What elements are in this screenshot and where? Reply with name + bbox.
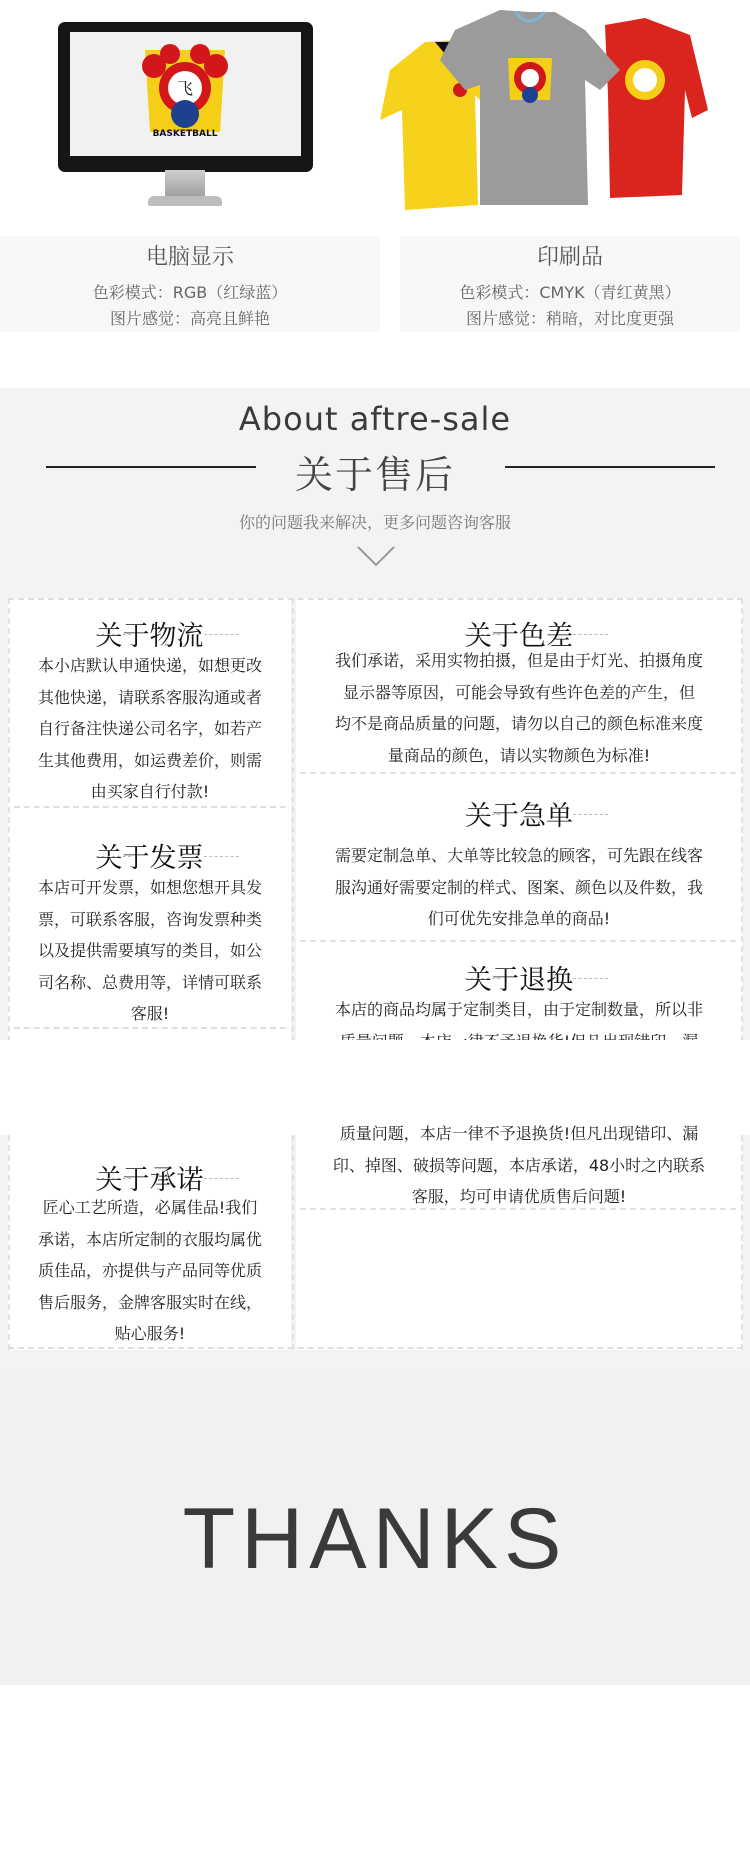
monitor-stand: [165, 170, 205, 198]
screen-color-mode: 色彩模式：RGB（红绿蓝）: [92, 283, 288, 302]
logistics-line: 其他快递，请联系客服沟通或者: [37, 687, 262, 707]
color-line: 量商品的颜色，请以实物颜色为标准!: [387, 745, 651, 765]
returns-body-bottom: [300, 1118, 738, 1213]
border-top: [8, 598, 743, 600]
color-line: 我们承诺，采用实物拍摄，但是由于灯光、拍摄角度: [334, 651, 703, 670]
screen-display-panel: [0, 236, 380, 332]
print-panel: [400, 236, 740, 332]
logistics-line: 本小店默认申通快递，如想更改: [37, 656, 262, 675]
color-line: 均不是商品质量的问题，请勿以自己的颜色标准来度: [334, 714, 703, 733]
promise-line: 售后服务，金牌客服实时在线，: [37, 1292, 262, 1312]
returns-line: 本店的商品均属于定制类目，由于定制数量，所以非: [334, 1000, 703, 1019]
promise-line: 质佳品，亦提供与产品同等优质: [37, 1261, 262, 1280]
about-subtitle: 你的问题我来解决，更多问题咨询客服: [238, 513, 511, 532]
about-title-cn: 关于售后: [294, 453, 455, 497]
separator: [14, 1027, 286, 1029]
promise-line: 贴心服务!: [114, 1324, 186, 1343]
color-title: 关于色差: [296, 614, 742, 653]
border-left: [8, 598, 10, 1350]
promise-line: 承诺，本店所定制的衣服均属优: [37, 1229, 262, 1249]
urgent-title: 关于急单: [296, 794, 742, 833]
monitor-screen: [70, 32, 301, 156]
svg-text:飞: 飞: [176, 79, 194, 98]
returns-title: 关于退换: [296, 958, 742, 997]
print-title: 印刷品: [536, 245, 603, 270]
chevron-down-icon: [356, 544, 396, 568]
monitor-image: [58, 22, 313, 172]
logistics-line: 由买家自行付款!: [90, 782, 210, 801]
promise-body: [14, 1192, 286, 1350]
invoice-line: 客服!: [130, 1004, 170, 1023]
invoice-body: [14, 872, 286, 1030]
urgent-line: 需要定制急单、大单等比较急的顾客，可先跟在线客: [334, 846, 703, 865]
about-title-en: About aftre-sale: [238, 400, 512, 438]
separator: [14, 806, 286, 808]
separator: [300, 772, 736, 774]
print-image-feel: 图片感觉：稍暗，对比度更强: [465, 309, 674, 328]
urgent-line: 服沟通好需要定制的样式、图案、颜色以及件数，我: [334, 877, 703, 897]
separator: [300, 940, 736, 942]
promise-line: 匠心工艺所造，必属佳品!我们: [42, 1198, 258, 1217]
urgent-body: [300, 840, 738, 935]
svg-text:BASKETBALL: BASKETBALL: [152, 129, 218, 139]
separator: [300, 1208, 736, 1210]
invoice-line: 票，可联系客服，咨询发票种类: [37, 909, 262, 929]
thanks-text: THANKS: [182, 1491, 568, 1587]
urgent-line: 们可优先安排急单的商品!: [427, 909, 611, 928]
shirts-image: [380, 0, 710, 215]
promise-title: 关于承诺: [8, 1158, 291, 1197]
returns-line: 印、掉图、破损等问题，本店承诺，48小时之内联系: [332, 1155, 706, 1175]
returns-line: 质量问题，本店一律不予退换货!但凡出现错印、漏: [339, 1124, 699, 1143]
invoice-line: 本店可开发票，如想您想开具发: [37, 878, 262, 897]
logistics-line: 生其他费用，如运费差价，则需: [37, 750, 262, 770]
screen-image-feel: 图片感觉：高亮且鲜艳: [109, 309, 270, 328]
color-line: 显示器等原因，可能会导致有些许色差的产生，但: [342, 682, 695, 702]
border-middle-lower: [292, 1135, 294, 1350]
color-body: [300, 645, 738, 771]
print-color-mode: 色彩模式：CMYK（青红黄黑）: [459, 283, 681, 302]
logistics-title: 关于物流: [8, 614, 291, 653]
returns-line: 客服，均可申请优质售后问题!: [411, 1187, 627, 1206]
invoice-line: 司名称、总费用等，详情可联系: [37, 972, 262, 992]
logistics-line: 自行备注快递公司名字，如若产: [37, 719, 262, 738]
monitor-base: [148, 196, 222, 206]
logo-image: [70, 32, 301, 156]
logistics-body: [14, 650, 286, 808]
invoice-title: 关于发票: [8, 836, 291, 875]
screen-display-title: 电脑显示: [145, 245, 234, 270]
invoice-line: 以及提供需要填写的类目，如公: [37, 941, 262, 960]
